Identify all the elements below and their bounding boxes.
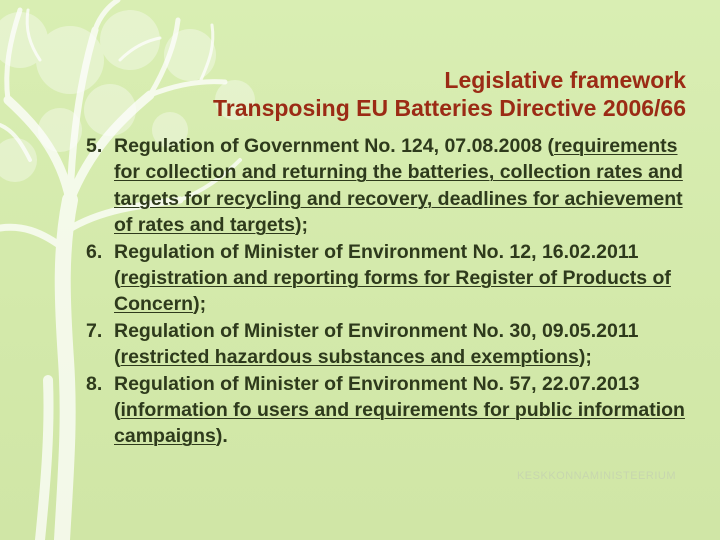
list-item — [86, 318, 686, 371]
regulation-description: information fo users and requirements for public information campaigns — [114, 399, 685, 448]
regulation-title: Regulation of Minister of Environment No. 57, 22.07.2013 ( — [114, 372, 640, 422]
list-item-number: 7. — [86, 319, 103, 342]
list-item — [86, 133, 686, 239]
regulation-suffix: ); — [193, 293, 207, 316]
ministry-watermark: KESKKONNAMINISTEERIUM — [516, 470, 676, 482]
list-item — [86, 239, 686, 318]
slide-title: Legislative framework — [444, 67, 686, 93]
regulation-list — [86, 133, 686, 450]
regulation-title: Regulation of Minister of Environment No. 30, 09.05.2011 ( — [114, 319, 639, 369]
list-item-number: 5. — [86, 135, 103, 157]
regulation-description: restricted hazardous substances and exemptions — [120, 346, 579, 369]
regulation-description: registration and reporting forms for Register of Products of Concern — [114, 267, 671, 316]
regulation-suffix: ). — [215, 425, 228, 448]
regulation-description: requirements for collection and returning the batteries, collection rates and targets for recycling and recovery, deadlines for achievement of rates and targets — [114, 135, 683, 237]
regulation-title: Regulation of Minister of Environment No. 12, 16.02.2011 ( — [114, 240, 639, 290]
list-item-number: 8. — [86, 372, 103, 395]
regulation-suffix: ); — [578, 346, 592, 369]
regulation-title: Regulation of Government No. 124, 07.08.2008 ( — [114, 135, 554, 157]
list-item — [86, 371, 686, 450]
slide-subtitle: Transposing EU Batteries Directive 2006/66 — [213, 95, 686, 121]
title-block — [213, 66, 686, 122]
regulation-suffix: ); — [294, 214, 308, 237]
list-item-number: 6. — [86, 240, 103, 263]
